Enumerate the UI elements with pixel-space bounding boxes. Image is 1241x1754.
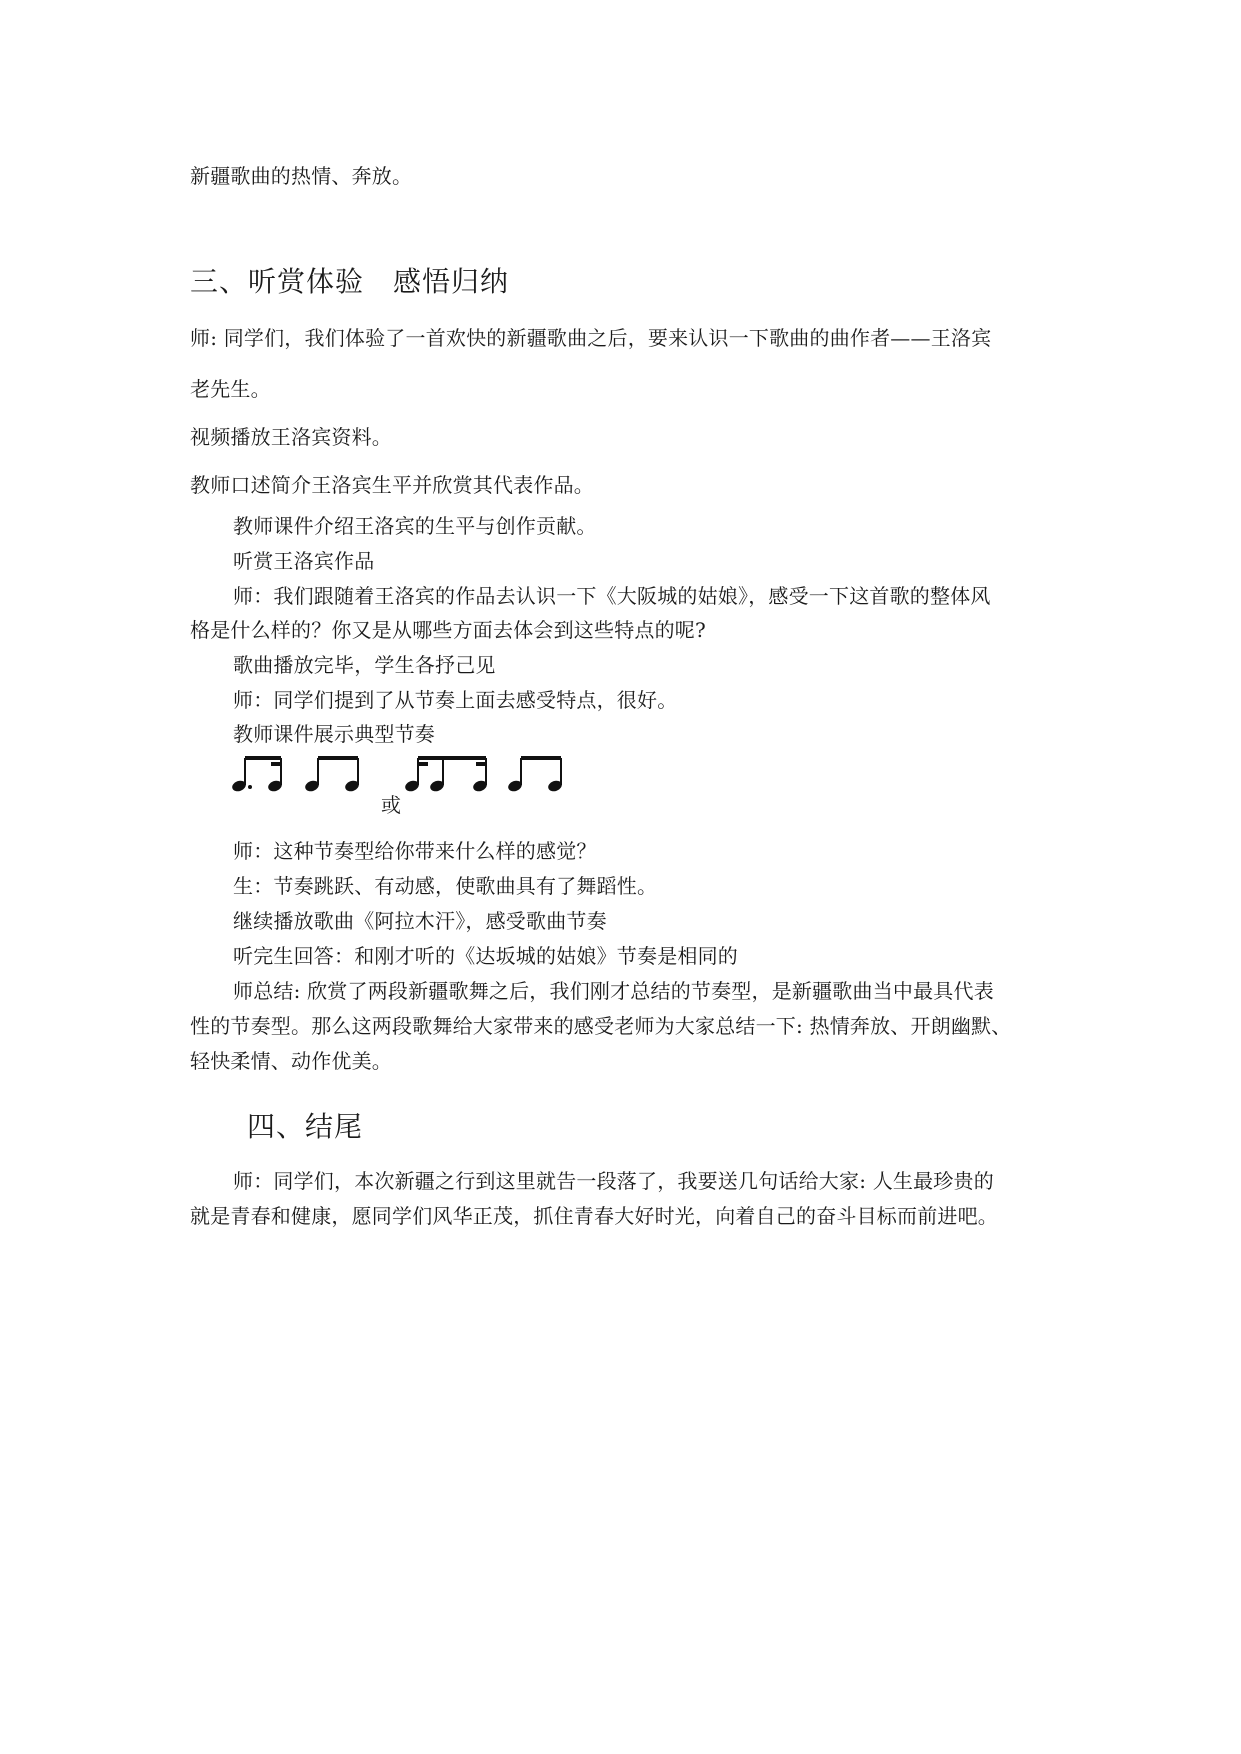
paragraph-line: 格是什么样的？你又是从哪些方面去体会到这些特点的呢?: [190, 618, 706, 642]
rhythm-notation: [230, 752, 590, 822]
rhythm-group-dotted: [231, 758, 284, 793]
paragraph-line: 教师课件介绍王洛宾的生平与创作贡献。: [233, 514, 597, 538]
paragraph-line: 生：节奏跳跃、有动感，使歌曲具有了舞蹈性。: [233, 874, 658, 898]
paragraph-line: 就是青春和健康，愿同学们风华正茂，抓住青春大好时光，向着自己的奋斗目标而前进吧。: [190, 1204, 998, 1228]
paragraph-line: 师：这种节奏型给你带来什么样的感觉？: [233, 839, 597, 863]
paragraph-line: 教师课件展示典型节奏: [233, 722, 435, 746]
paragraph-line: 继续播放歌曲《阿拉木汗》，感受歌曲节奏: [233, 909, 607, 933]
rhythm-group-syncopated: [404, 758, 489, 793]
paragraph-line: 听完生回答：和刚才听的《达坂城的姑娘》节奏是相同的: [233, 944, 738, 968]
paragraph-line: 老先生。: [190, 377, 271, 401]
paragraph-line: 视频播放王洛宾资料。: [190, 425, 392, 449]
paragraph-line: 轻快柔情、动作优美。: [190, 1049, 392, 1073]
paragraph-line: 师：我们跟随着王洛宾的作品去认识一下《大阪城的姑娘》，感受一下这首歌的整体风: [233, 584, 991, 608]
paragraph-line: 师: 同学们，我们体验了一首欢快的新疆歌曲之后，要来认识一下歌曲的曲作者——王洛宾: [190, 326, 992, 350]
section-3-heading: 三、听赏体验 感悟归纳: [190, 265, 510, 298]
paragraph-line: 教师口述简介王洛宾生平并欣赏其代表作品。: [190, 473, 594, 497]
paragraph-line: 性的节奏型。那么这两段歌舞给大家带来的感受老师为大家总结一下: 热情奔放、开朗幽默、: [190, 1014, 1012, 1038]
rhythm-or-text: 或: [381, 793, 401, 817]
intro-line: 新疆歌曲的热情、奔放。: [190, 164, 413, 188]
rhythm-group-eighths: [304, 758, 361, 793]
section-4-heading: 四、结尾: [247, 1110, 364, 1143]
paragraph-line: 师：同学们，本次新疆之行到这里就告一段落了，我要送几句话给大家: 人生最珍贵的: [233, 1169, 994, 1193]
paragraph-line: 歌曲播放完毕，学生各抒己见: [233, 653, 496, 677]
paragraph-line: 师：同学们提到了从节奏上面去感受特点，很好。: [233, 688, 678, 712]
rhythm-group-eighths: [507, 758, 564, 793]
paragraph-line: 听赏王洛宾作品: [233, 549, 375, 573]
paragraph-line: 师总结: 欣赏了两段新疆歌舞之后，我们刚才总结的节奏型，是新疆歌曲当中最具代表: [233, 979, 994, 1003]
